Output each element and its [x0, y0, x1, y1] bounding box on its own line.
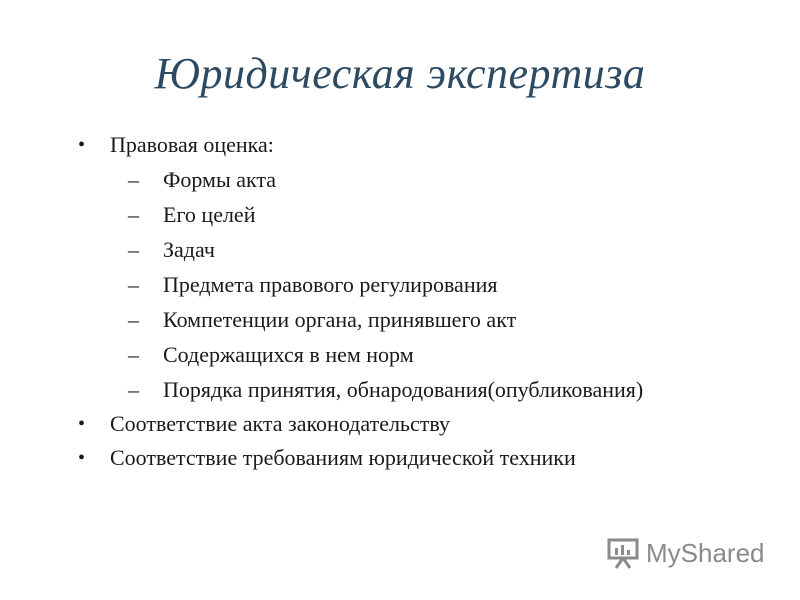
- sub-item: [128, 337, 778, 372]
- bullet-text: Правовая оценка:: [110, 132, 274, 157]
- sub-item-text: Его целей: [163, 202, 256, 227]
- sub-item-text: Компетенции органа, принявшего акт: [163, 307, 517, 332]
- bullet-marker: •: [78, 134, 86, 156]
- sub-item: [128, 197, 778, 232]
- slide-title: Юридическая экспертиза: [154, 49, 646, 98]
- bullet-item: [78, 128, 778, 407]
- bullet-marker: •: [78, 413, 86, 435]
- dash-marker: –: [128, 342, 139, 367]
- sub-item-text: Задач: [163, 237, 215, 262]
- watermark: [606, 536, 765, 570]
- bullet-list: [78, 128, 778, 475]
- dash-marker: –: [128, 237, 139, 262]
- sub-list: [110, 162, 778, 407]
- watermark-text: MyShared: [646, 537, 765, 568]
- dash-marker: –: [128, 307, 139, 332]
- dash-marker: –: [128, 202, 139, 227]
- bullet-text: Соответствие акта законодательству: [110, 411, 450, 436]
- sub-item: [128, 372, 778, 407]
- presentation-board-icon: [606, 536, 640, 570]
- sub-item-text: Формы акта: [163, 167, 277, 192]
- sub-item: [128, 162, 778, 197]
- bullet-marker: •: [78, 447, 86, 469]
- dash-marker: –: [128, 272, 139, 297]
- sub-item-text: Содержащихся в нем норм: [163, 342, 414, 367]
- sub-item: [128, 267, 778, 302]
- sub-item: [128, 302, 778, 337]
- dash-marker: –: [128, 167, 139, 192]
- bullet-item: [78, 407, 778, 441]
- bullet-text: Соответствие требованиям юридической техники: [110, 445, 576, 470]
- dash-marker: –: [128, 377, 139, 402]
- sub-item-text: Предмета правового регулирования: [163, 272, 498, 297]
- bullet-item: [78, 441, 778, 475]
- sub-item-text: Порядка принятия, обнародования(опубликования): [163, 377, 644, 402]
- sub-item: [128, 232, 778, 267]
